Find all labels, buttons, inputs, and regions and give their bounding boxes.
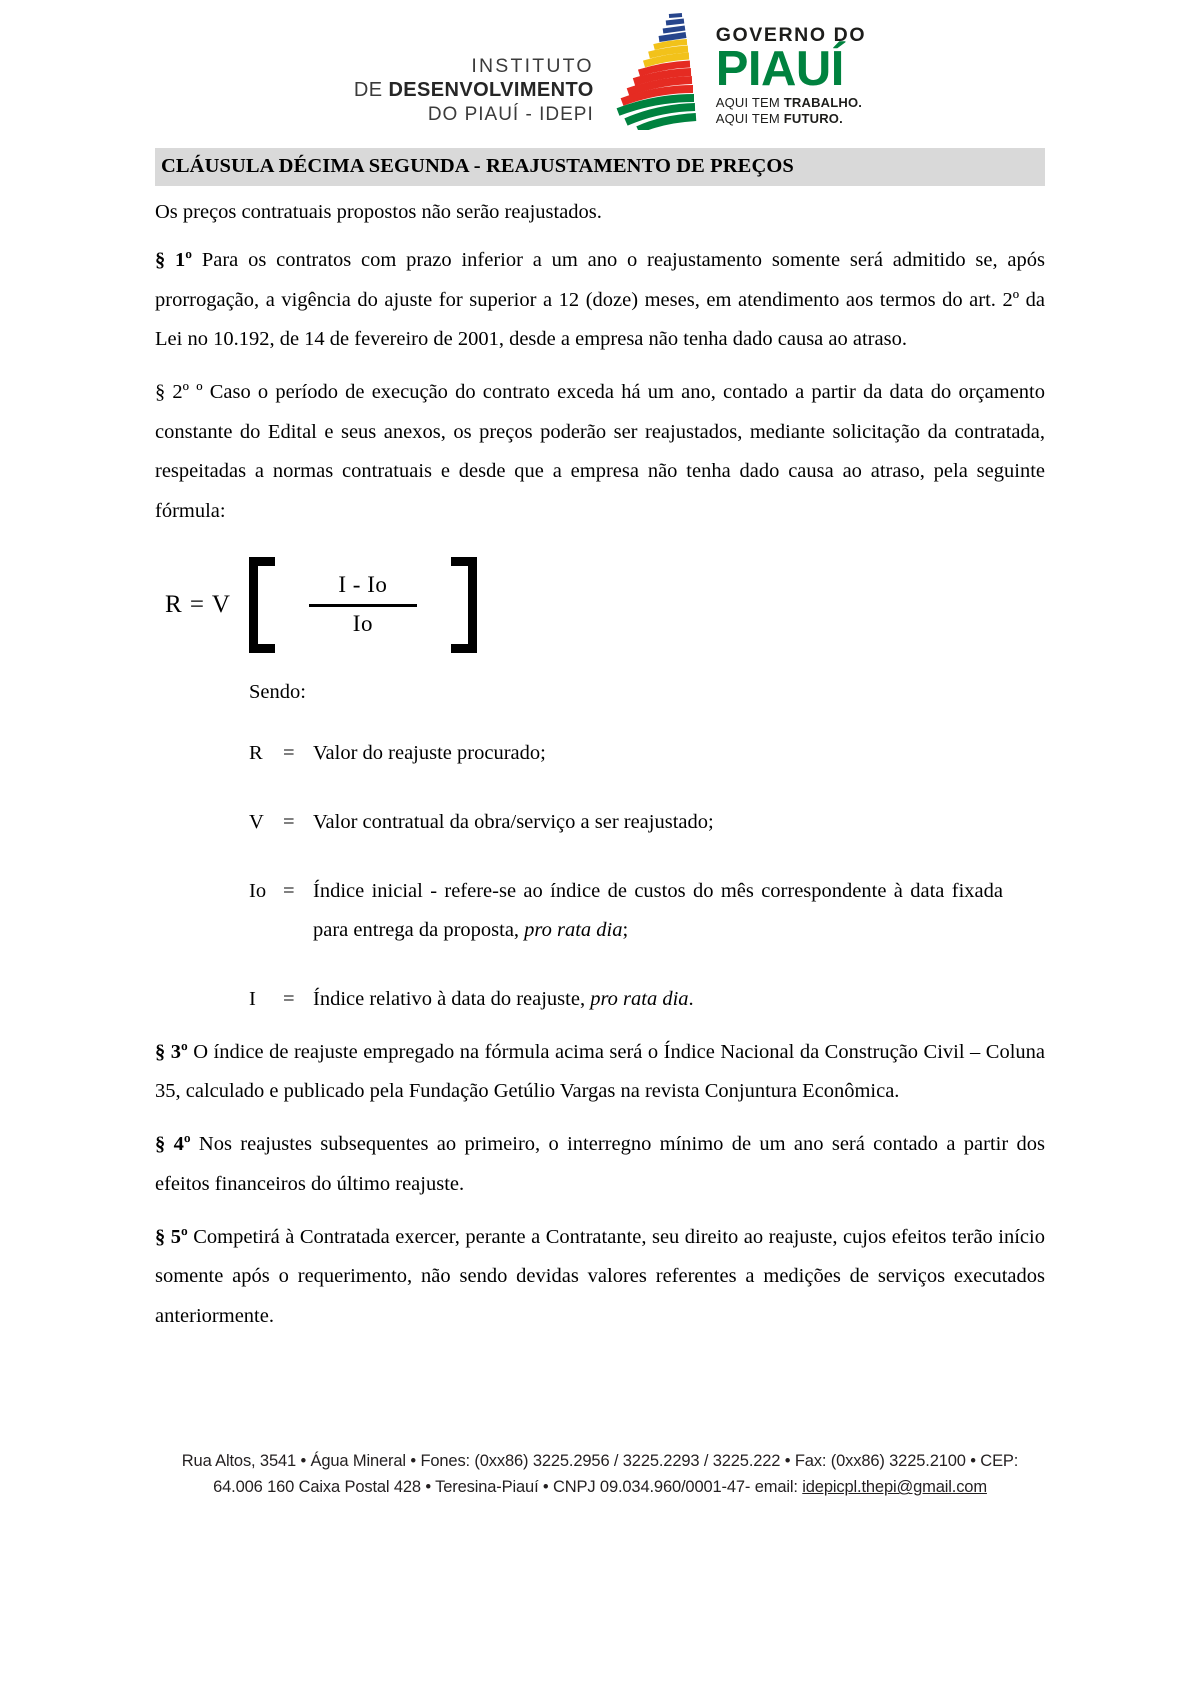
definition-equals: =	[283, 879, 295, 902]
definition-symbol: V	[249, 810, 264, 833]
definition-text-tail: .	[688, 987, 694, 1010]
definition-symbol: Io	[249, 879, 267, 902]
idepi-logo	[354, 55, 594, 130]
formula-bracket-left-icon	[249, 557, 275, 653]
idepi-logo-line2	[354, 78, 594, 102]
definition-equals: =	[283, 987, 295, 1010]
gov-tag2-prefix: AQUI TEM	[715, 111, 784, 127]
definition-equals: =	[283, 741, 295, 764]
definition-row	[249, 980, 1045, 1019]
formula-numerator: I - Io	[338, 572, 388, 598]
gov-tag1-prefix: AQUI TEM	[715, 94, 784, 110]
definition-text-main: Valor do reajuste procurado;	[313, 741, 546, 764]
definition-text-italic: pro rata dia	[590, 987, 689, 1010]
sendo-label: Sendo:	[249, 680, 306, 703]
definition-text-italic: pro rata dia	[524, 918, 623, 941]
page-title: CLÁUSULA DÉCIMA SEGUNDA - REAJUSTAMENTO DE PREÇOS	[161, 155, 794, 177]
definition-row	[249, 872, 1045, 950]
governo-do-piaui-logo	[716, 26, 866, 130]
piaui-map-icon	[612, 10, 698, 130]
gov-tag2-bold: FUTURO.	[783, 111, 843, 127]
formula-left-side: R = V	[165, 590, 231, 618]
page-footer	[0, 1448, 1200, 1501]
definition-symbol: R	[249, 741, 263, 764]
definition-text-tail: ;	[622, 918, 629, 941]
definition-row	[249, 803, 1045, 842]
formula-bracket-right-icon	[451, 557, 477, 653]
formula-fraction-bar	[309, 604, 417, 607]
footer-email-link[interactable]: idepicpl.thepi@gmail.com	[802, 1478, 987, 1497]
idepi-logo-line3: DO PIAUÍ - IDEPI	[427, 103, 594, 125]
definition-text-main: Índice inicial - refere-se ao índice de custos do mês correspondente à data fixada para entrega da proposta,	[313, 879, 1003, 941]
definition-text	[313, 803, 1003, 842]
document-header	[0, 0, 1200, 130]
paragraph-2: § 2º º Caso o período de execução do contrato exceda há um ano, contado a partir da data do orçamento constante do Edital e seus anexos, os preços poderão ser reajustados, mediante solicitação da contratada, respeitadas a normas contratuais e desde que a empresa não tenha dado causa ao atraso, pela seguinte fórmula:	[155, 381, 1045, 522]
definition-row	[249, 734, 1045, 773]
paragraph-4-marker: § 4º	[155, 1133, 191, 1156]
paragraph-5	[155, 1218, 1045, 1336]
gov-logo-line1: GOVERNO DO	[715, 24, 867, 47]
idepi-logo-line2-bold: DESENVOLVIMENTO	[388, 79, 594, 102]
definitions-list	[249, 734, 1045, 1019]
gov-logo-line2: PIAUÍ	[715, 41, 844, 96]
footer-line-2-text: 64.006 160 Caixa Postal 428 • Teresina-Piauí • CNPJ 09.034.960/0001-47- email:	[213, 1478, 803, 1497]
paragraph-5-text: Competirá à Contratada exercer, perante a Contratante, seu direito ao reajuste, cujos efeitos terão início somente após o requerimento, não sendo devidas valores referentes a medições de serviços executados anteriormente.	[155, 1225, 1045, 1327]
definition-text-main: Índice relativo à data do reajuste,	[313, 987, 591, 1010]
idepi-logo-line2-prefix: DE	[353, 79, 389, 102]
idepi-logo-line1: INSTITUTO	[471, 54, 594, 77]
gov-logo-tagline	[716, 95, 866, 128]
paragraph-1-marker: § 1º	[155, 249, 193, 272]
gov-tag1-bold: TRABALHO.	[783, 94, 863, 110]
intro-paragraph: Os preços contratuais propostos não serão reajustados.	[155, 200, 602, 223]
footer-line-2	[0, 1474, 1200, 1501]
definition-text	[313, 734, 1003, 773]
paragraph-4-text: Nos reajustes subsequentes ao primeiro, o interregno mínimo de um ano será contado a partir dos efeitos financeiros do último reajuste.	[155, 1133, 1045, 1195]
gov-logo-tagline-2	[716, 111, 866, 128]
paragraph-3-text: O índice de reajuste empregado na fórmula acima será o Índice Nacional da Construção Civil – Coluna 35, calculado e publicado pela Fundação Getúlio Vargas na revista Conjuntura Econômica.	[155, 1040, 1045, 1102]
paragraph-1	[155, 241, 1045, 359]
paragraph-3-marker: § 3º	[155, 1040, 188, 1063]
paragraph-5-marker: § 5º	[155, 1225, 188, 1248]
definition-text	[313, 980, 1003, 1019]
paragraph-1-text: Para os contratos com prazo inferior a um ano o reajustamento somente será admitido se, após prorrogação, a vigência do ajuste for superior a 12 (doze) meses, em atendimento aos termos do art. 2º da Lei no 10.192, de 14 de fevereiro de 2001, desde a empresa não tenha dado causa ao atraso.	[155, 249, 1045, 351]
definition-symbol: I	[249, 987, 256, 1010]
formula-denominator: Io	[352, 610, 373, 636]
document-body	[155, 197, 1045, 1336]
paragraph-3	[155, 1033, 1045, 1112]
adjustment-formula	[155, 557, 1045, 665]
footer-line-1: Rua Altos, 3541 • Água Mineral • Fones: (0xx86) 3225.2956 / 3225.2293 / 3225.222 • Fax: (0xx86) 3225.2100 • CEP:	[181, 1451, 1019, 1470]
definition-equals: =	[283, 810, 295, 833]
definition-text	[313, 872, 1003, 950]
definition-text-main: Valor contratual da obra/serviço a ser reajustado;	[313, 810, 714, 833]
gov-logo-tagline-1	[716, 95, 866, 112]
clause-title-band	[155, 148, 1045, 186]
paragraph-4	[155, 1125, 1045, 1204]
formula-fraction	[275, 571, 451, 639]
